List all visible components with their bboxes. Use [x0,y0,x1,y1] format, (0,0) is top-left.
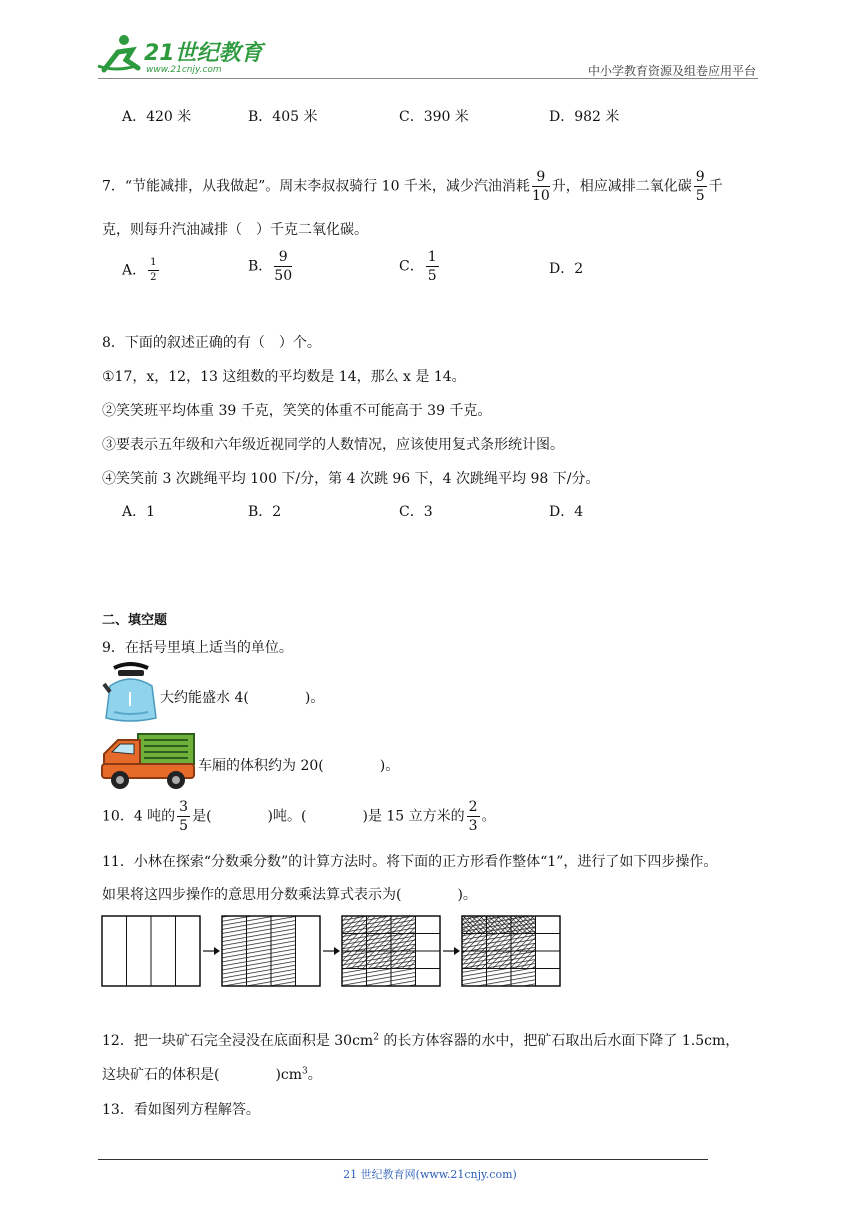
q8-option-b: B．2 [248,504,282,520]
square-step-3 [342,916,440,986]
q9-kettle-text: 大约能盛水 4( )。 [160,690,325,706]
q7-option-d: D．2 [549,261,584,277]
q8-statement-4: ④笑笑前 3 次跳绳平均 100 下/分，第 4 次跳 96 下，4 次跳绳平均 98 下/分。 [102,471,600,487]
kettle-icon [100,662,160,728]
svg-text:www.21cnjy.com: www.21cnjy.com [146,65,222,75]
footer-text: 21 世纪教育网(www.21cnjy.com) [343,1168,517,1181]
q11-stem-line1: 11．小林在探索“分数乘分数”的计算方法时。将下面的正方形看作整体“1”，进行了如下四步操作。 [102,854,718,870]
q8-statement-2: ②笑笑班平均体重 39 千克，笑笑的体重不可能高于 39 千克。 [102,403,492,419]
q8-option-d: D．4 [549,504,584,520]
q12-stem-line2: 这块矿石的体积是( )$cm^3$。 [102,1066,322,1083]
square-step-4 [462,916,560,986]
section-title-fill-blank: 二、填空题 [102,613,168,628]
truck-icon [100,732,198,796]
arrow-icon [203,947,220,955]
q6-option-a: A．420 米 [122,109,192,125]
q11-stem-line2: 如果将这四步操作的意思用分数乘法算式表示为( )。 [102,887,477,903]
q7-option-a: A． $\frac{1}{2}$ [122,257,157,283]
q7-option-b: B． $\frac{9}{50}$ [248,249,293,284]
q8-statement-1: ①17，x，12，13 这组数的平均数是 14，那么 x 是 14。 [102,369,466,385]
q6-option-c: C．390 米 [399,109,469,125]
platform-name: 中小学教育资源及组卷应用平台 [587,64,756,78]
footer-divider [98,1159,708,1160]
q6-option-d: D．982 米 [549,109,620,125]
q12-stem: 12．把一块矿石完全浸没在底面积是 $30cm^2$ 的长方体容器的水中，把矿石取出后水面下降了 1.5cm， [102,1032,740,1049]
q7-option-c: C． $\frac{1}{5}$ [399,249,437,284]
q8-statement-3: ③要表示五年级和六年级近视同学的人数情况，应该使用复式条形统计图。 [102,437,564,453]
q10-stem: 10．4 吨的 $\frac{3}{5}$ 是( )吨。( )是 15 立方米的 $\frac{2}{3}$ 。 [102,799,496,834]
arrow-icon [443,947,460,955]
logo [96,30,266,76]
square-step-2 [222,916,320,986]
q7-stem-line2: 克，则每升汽油减排（ ）千克二氧化碳。 [102,222,368,238]
q8-stem: 8．下面的叙述正确的有（ ）个。 [102,335,321,351]
q7-stem: 7．“节能减排，从我做起”。周末李叔叔骑行 10 千米，减少汽油消耗 $\frac{9}{10}$ 升，相应减排二氧化碳 $\frac{9}{5}$ 千 [102,169,723,204]
q13-stem: 13．看如图列方程解答。 [102,1102,260,1118]
header-divider [98,78,758,79]
square-step-1 [102,916,200,986]
q9-truck-text: 车厢的体积约为 20( )。 [198,758,400,774]
q6-option-b: B．405 米 [248,109,318,125]
q9-stem: 9．在括号里填上适当的单位。 [102,640,293,656]
q8-option-a: A．1 [122,504,156,520]
q8-option-c: C．3 [399,504,433,520]
svg-text:21世纪教育: 21世纪教育 [144,41,263,66]
fraction-square-diagram [100,914,562,992]
arrow-icon [323,947,340,955]
